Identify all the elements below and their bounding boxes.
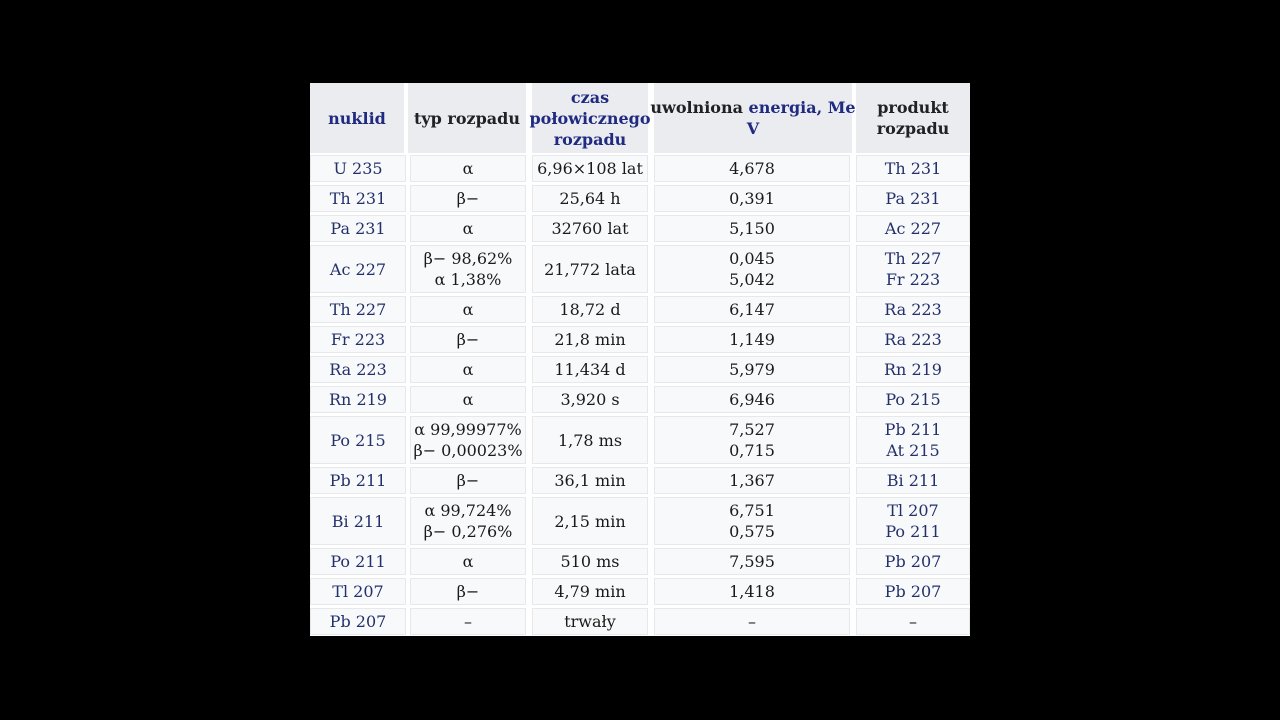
product-link[interactable]: Ra 223 [884,300,942,319]
decay-type-cell [410,215,526,242]
table-row [310,356,970,383]
nuclide-cell[interactable] [310,296,406,323]
decay-type-value: α [462,159,474,178]
nuclide-link[interactable]: Th 231 [329,189,387,208]
energy-cell [654,356,850,383]
product-link[interactable]: Ra 223 [884,330,942,349]
table-row [310,215,970,242]
half-life-cell [532,155,648,182]
half-life-value: 36,1 min [554,471,626,490]
decay-type-cell [410,356,526,383]
energy-value: 0,575 [729,522,775,541]
product-link[interactable]: Pa 231 [885,189,941,208]
product-cell [856,608,970,635]
product-link[interactable]: Tl 207 [887,501,939,520]
decay-type-cell [410,578,526,605]
decay-type-value: α [462,390,474,409]
energy-cell [654,497,850,545]
table-header-row [310,83,970,153]
nuclide-link[interactable]: Ra 223 [329,360,387,379]
energy-value: 1,367 [729,471,775,490]
energy-cell [654,245,850,293]
nuclide-cell[interactable] [310,155,406,182]
decay-type-cell [410,467,526,494]
nuclide-cell[interactable] [310,578,406,605]
energy-value: 1,149 [729,330,775,349]
table-row [310,155,970,182]
product-link[interactable]: Po 215 [885,390,941,409]
energy-value: 6,751 [729,501,775,520]
product-cell[interactable] [856,386,970,413]
half-life-value: trwały [564,612,616,631]
decay-type-value: – [464,612,472,631]
energy-cell [654,326,850,353]
table-row [310,185,970,212]
energy-cell [654,548,850,575]
nuclide-link[interactable]: Po 211 [330,552,386,571]
energy-value: 0,391 [729,189,775,208]
table-row [310,467,970,494]
half-life-cell [532,215,648,242]
table-row [310,497,970,545]
energy-value: 0,045 [729,249,775,268]
header-nuclide-label[interactable]: nuklid [328,108,386,128]
nuclide-link[interactable]: Po 215 [330,430,386,450]
decay-type-cell [410,326,526,353]
decay-type-cell [410,608,526,635]
decay-type-value: α [462,219,474,238]
half-life-cell [532,326,648,353]
decay-type-value: β− [456,471,480,490]
product-cell[interactable] [856,326,970,353]
nuclide-cell[interactable] [310,245,406,293]
header-energy [650,83,856,153]
header-energy-prefix: uwolniona [650,98,749,117]
table-row [310,548,970,575]
energy-value: 0,715 [729,441,775,460]
nuclide-link[interactable]: Fr 223 [330,330,386,349]
nuclide-link[interactable]: Tl 207 [332,582,384,601]
decay-type-cell [410,155,526,182]
energy-value: 5,979 [729,360,775,379]
header-nuclide[interactable] [310,83,404,153]
half-life-cell [532,296,648,323]
product-link[interactable]: Fr 223 [885,270,941,289]
product-link[interactable]: Th 227 [884,249,942,268]
product-link[interactable]: Ac 227 [884,219,942,238]
energy-cell [654,386,850,413]
product-cell[interactable] [856,155,970,182]
half-life-cell [532,185,648,212]
half-life-cell [532,608,648,635]
decay-type-value: β− [456,330,480,349]
half-life-cell [532,497,648,545]
energy-value: – [748,612,756,631]
decay-type-cell [410,245,526,293]
decay-type-cell [410,296,526,323]
energy-value: 7,527 [729,420,775,439]
decay-type-value: α 99,724% [424,501,512,520]
product-link[interactable]: Pb 207 [884,552,942,571]
energy-cell [654,578,850,605]
energy-value: 5,150 [729,219,775,238]
decay-type-value: β− 98,62% [423,249,513,268]
product-cell[interactable] [856,467,970,494]
nuclide-link[interactable]: Pb 207 [329,612,387,631]
energy-value: 6,946 [729,390,775,409]
table-row [310,608,970,635]
energy-cell [654,155,850,182]
product-cell[interactable] [856,356,970,383]
product-cell[interactable] [856,296,970,323]
decay-type-cell [410,185,526,212]
nuclide-link[interactable]: Bi 211 [331,511,385,531]
decay-type-value: β− [456,189,480,208]
table-row [310,326,970,353]
product-cell[interactable] [856,245,970,293]
half-life-value: 21,772 lata [544,259,636,279]
nuclide-cell[interactable] [310,548,406,575]
table-row [310,416,970,464]
header-decay-type-label: typ rozpadu [413,108,520,128]
decay-chain-table [310,83,970,636]
nuclide-cell[interactable] [310,497,406,545]
nuclide-link[interactable]: Rn 219 [329,390,387,409]
nuclide-cell[interactable] [310,185,406,212]
half-life-value: 32760 lat [551,219,629,238]
nuclide-cell[interactable] [310,326,406,353]
header-energy-link[interactable]: energia, Me [748,98,856,117]
half-life-value: 18,72 d [559,300,621,319]
table-row [310,296,970,323]
header-half-life-line-3[interactable]: rozpadu [553,129,627,149]
half-life-value: 510 ms [560,552,620,571]
product-cell[interactable] [856,185,970,212]
header-product [856,83,970,153]
table-row [310,386,970,413]
half-life-value: 1,78 ms [557,430,623,450]
header-decay-type [408,83,526,153]
product-link[interactable]: Po 211 [885,522,941,541]
product-cell[interactable] [856,578,970,605]
nuclide-cell[interactable] [310,215,406,242]
half-life-value: 25,64 h [559,189,621,208]
nuclide-link[interactable]: Pb 211 [329,471,387,490]
energy-cell [654,608,850,635]
header-product-line-1: produkt [877,98,949,117]
product-cell[interactable] [856,497,970,545]
half-life-cell [532,548,648,575]
nuclide-cell[interactable] [310,467,406,494]
table-row [310,245,970,293]
energy-cell [654,416,850,464]
product-link[interactable]: Th 231 [884,159,942,178]
half-life-value: 4,79 min [554,582,626,601]
product-cell[interactable] [856,416,970,464]
nuclide-link[interactable]: Th 227 [329,300,387,319]
header-product-line-2: rozpadu [876,119,950,138]
decay-type-cell [410,416,526,464]
energy-value: 1,418 [729,582,775,601]
product-link[interactable]: Pb 207 [884,582,942,601]
energy-value: 5,042 [729,270,775,289]
product-link[interactable]: Pb 211 [884,420,942,439]
decay-type-value: α [462,360,474,379]
table-row [310,578,970,605]
decay-type-value: β− 0,276% [423,522,513,541]
half-life-cell [532,356,648,383]
nuclide-cell[interactable] [310,608,406,635]
half-life-value: 6,96×108 lat [537,159,643,178]
decay-type-cell [410,548,526,575]
nuclide-link[interactable]: Pa 231 [330,219,386,238]
nuclide-link[interactable]: Ac 227 [329,259,387,279]
header-half-life-line-1[interactable]: czas [570,87,610,107]
energy-cell [654,467,850,494]
nuclide-link[interactable]: U 235 [333,159,383,178]
energy-cell [654,296,850,323]
decay-type-value: α [462,552,474,571]
product-link[interactable]: At 215 [886,441,940,460]
product-cell[interactable] [856,215,970,242]
half-life-cell [532,467,648,494]
half-life-value: 3,920 s [560,390,620,409]
product-link[interactable]: Rn 219 [884,360,942,379]
energy-value: 7,595 [729,552,775,571]
decay-type-value: α 1,38% [434,270,502,289]
header-half-life[interactable] [529,83,651,153]
header-energy-line-1 [650,97,855,118]
half-life-value: 11,434 d [554,360,626,379]
nuclide-cell[interactable] [310,416,406,464]
half-life-value: 21,8 min [554,330,626,349]
decay-type-value: α [462,300,474,319]
energy-cell [654,215,850,242]
energy-value: 6,147 [729,300,775,319]
nuclide-cell[interactable] [310,386,406,413]
half-life-cell [532,386,648,413]
decay-type-cell [410,386,526,413]
product-link[interactable]: Bi 211 [886,471,940,490]
half-life-cell [532,245,648,293]
nuclide-cell[interactable] [310,356,406,383]
half-life-cell [532,416,648,464]
decay-type-cell [410,497,526,545]
half-life-cell [532,578,648,605]
half-life-value: 2,15 min [554,511,626,531]
header-energy-suffix[interactable]: V [746,119,760,138]
product-link: – [909,612,917,631]
header-half-life-line-2[interactable]: połowicznego [529,108,651,128]
energy-value: 4,678 [729,159,775,178]
energy-cell [654,185,850,212]
decay-type-value: α 99,99977% [414,420,522,439]
product-cell[interactable] [856,548,970,575]
decay-type-value: β− [456,582,480,601]
decay-type-value: β− 0,00023% [413,441,523,460]
